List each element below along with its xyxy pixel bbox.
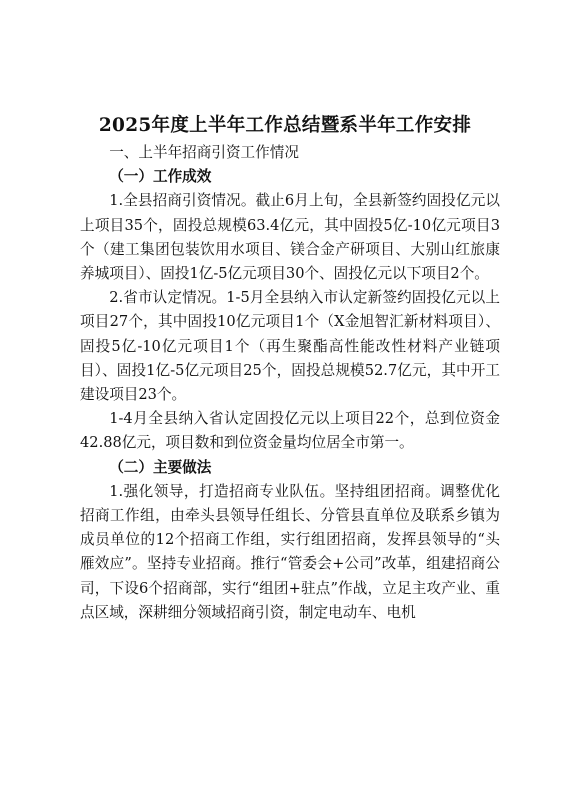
subsection-heading-results: （一）工作成效 (109, 168, 212, 186)
paragraph-county-investment: 1.全县招商引资情况。截止6月上旬，全县新签约固投亿元以上项目35个，固投总规模63.4亿元，其中固投5亿-10亿元项目3个（建工集团包装饮用水项目、镁合金产研项目、大别山红旅康养城项目）、固投1亿-5亿元项目30个、固投亿元以下项目2个。 (80, 192, 500, 283)
subsection-heading-methods: （二）主要做法 (109, 458, 212, 476)
paragraph-provincial-recognition: 2.省市认定情况。1-5月全县纳入市认定新签约固投亿元以上项目27个，其中固投10亿元项目1个（X金旭智汇新材料项目）、固投5亿-10亿元项目1个（再生聚酯高性能改性材料产业链项目）、固投1亿-5亿元项目25个，固投总规模52.7亿元，其中开工建设项目23个。 (80, 289, 500, 404)
paragraph-leadership: 1.强化领导，打造招商专业队伍。坚持组团招商。调整优化招商工作组，由牵头县领导任组长、分管县直单位及联系乡镇为成员单位的12个招商工作组，实行组团招商，发挥县领导的“头雁效应”。坚持专业招商。推行“管委会+公司”改革，组建招商公司，下设6个招商部，实行“组团+驻点”作战，立足主攻产业、重点区域，深耕细分领域招商引资，制定电动车、电机 (80, 482, 500, 621)
paragraph-provincial-projects: 1-4月全县纳入省认定固投亿元以上项目22个，总到位资金42.88亿元，项目数和到位资金量均位居全市第一。 (80, 410, 500, 452)
document-body (80, 141, 500, 625)
section-heading: 一、上半年招商引资工作情况 (109, 144, 299, 161)
document-title: 2025年度上半年工作总结暨系半年工作安排 (98, 115, 472, 136)
